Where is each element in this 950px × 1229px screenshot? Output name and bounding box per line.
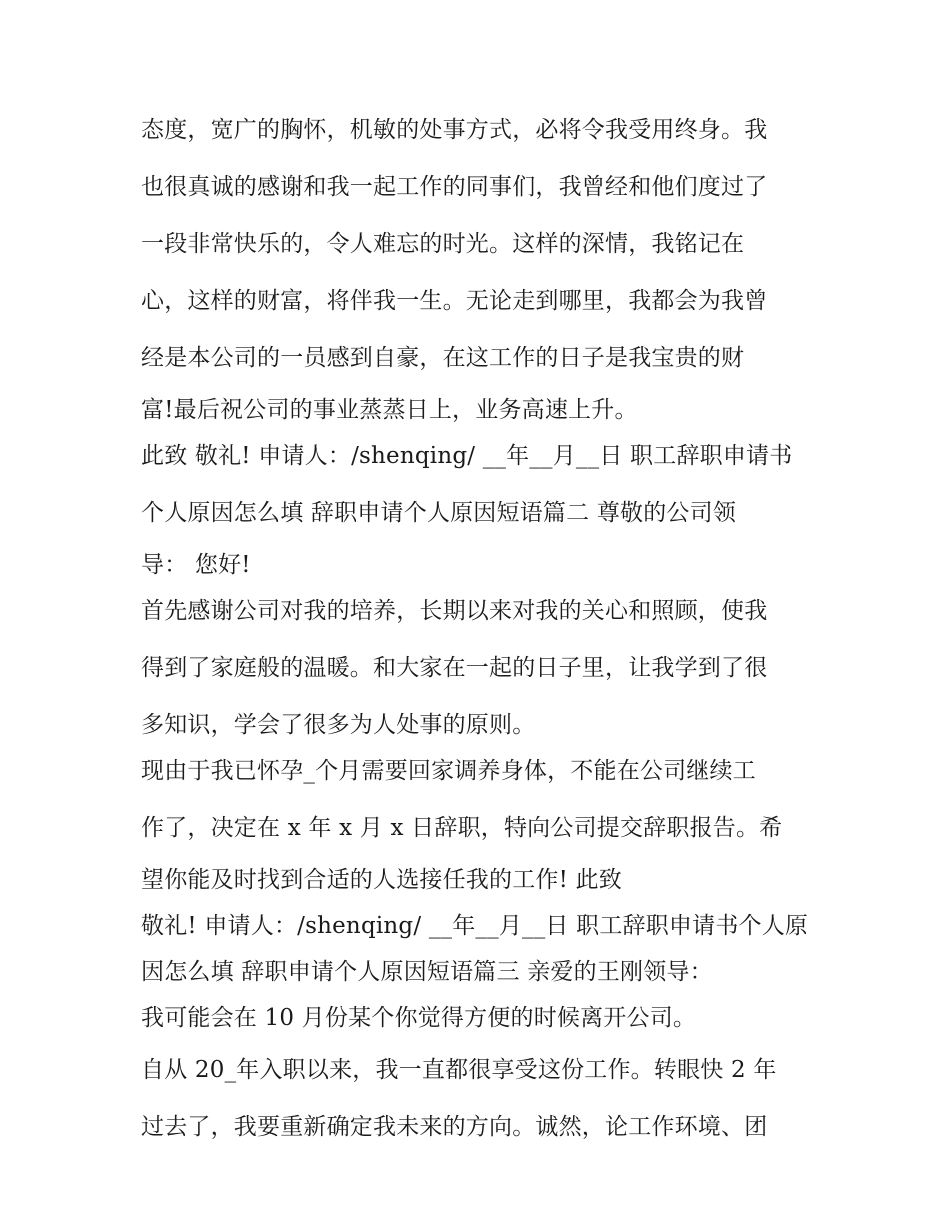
text-line: 得到了家庭般的温暖。和大家在一起的日子里，让我学到了很 <box>141 655 768 681</box>
text-line: 一段非常快乐的，令人难忘的时光。这样的深情，我铭记在 <box>141 231 745 257</box>
text-line: 我可能会在 10 月份某个你觉得方便的时候离开公司。 <box>141 1005 697 1031</box>
text-line: 因怎么填 辞职申请个人原因短语篇三 亲爱的王刚领导： <box>141 959 713 985</box>
text-line: 态度，宽广的胸怀，机敏的处事方式，必将令我受用终身。我 <box>141 117 768 143</box>
text-line: 敬礼! 申请人：/shenqing/ __年__月__日 职工辞职申请书个人原 <box>141 913 809 939</box>
text-line: 望你能及时找到合适的人选接任我的工作! 此致 <box>141 867 622 893</box>
text-line: 也很真诚的感谢和我一起工作的同事们，我曾经和他们度过了 <box>141 174 768 200</box>
text-line: 过去了，我要重新确定我未来的方向。诚然，论工作环境、团 <box>141 1114 768 1140</box>
document-body <box>141 110 821 1147</box>
text-line: 心，这样的财富，将伴我一生。无论走到哪里，我都会为我曾 <box>141 288 768 314</box>
text-line: 现由于我已怀孕_个月需要回家调养身体，不能在公司继续工 <box>141 758 756 784</box>
text-line: 此致 敬礼! 申请人：/shenqing/ __年__月__日 职工辞职申请书 <box>141 443 793 469</box>
text-line: 导： 您好! <box>141 552 251 578</box>
text-line: 个人原因怎么填 辞职申请个人原因短语篇二 尊敬的公司领 <box>141 500 737 526</box>
text-line: 富!最后祝公司的事业蒸蒸日上，业务高速上升。 <box>141 397 638 423</box>
text-line: 多知识，学会了很多为人处事的原则。 <box>141 712 536 738</box>
text-line: 首先感谢公司对我的培养，长期以来对我的关心和照顾，使我 <box>141 598 768 624</box>
text-line: 自从 20_年入职以来，我一直都很享受这份工作。转眼快 2 年 <box>141 1057 777 1083</box>
text-line: 经是本公司的一员感到自豪，在这工作的日子是我宝贵的财 <box>141 345 745 371</box>
text-line: 作了，决定在 x 年 x 月 x 日辞职，特向公司提交辞职报告。希 <box>141 815 783 841</box>
